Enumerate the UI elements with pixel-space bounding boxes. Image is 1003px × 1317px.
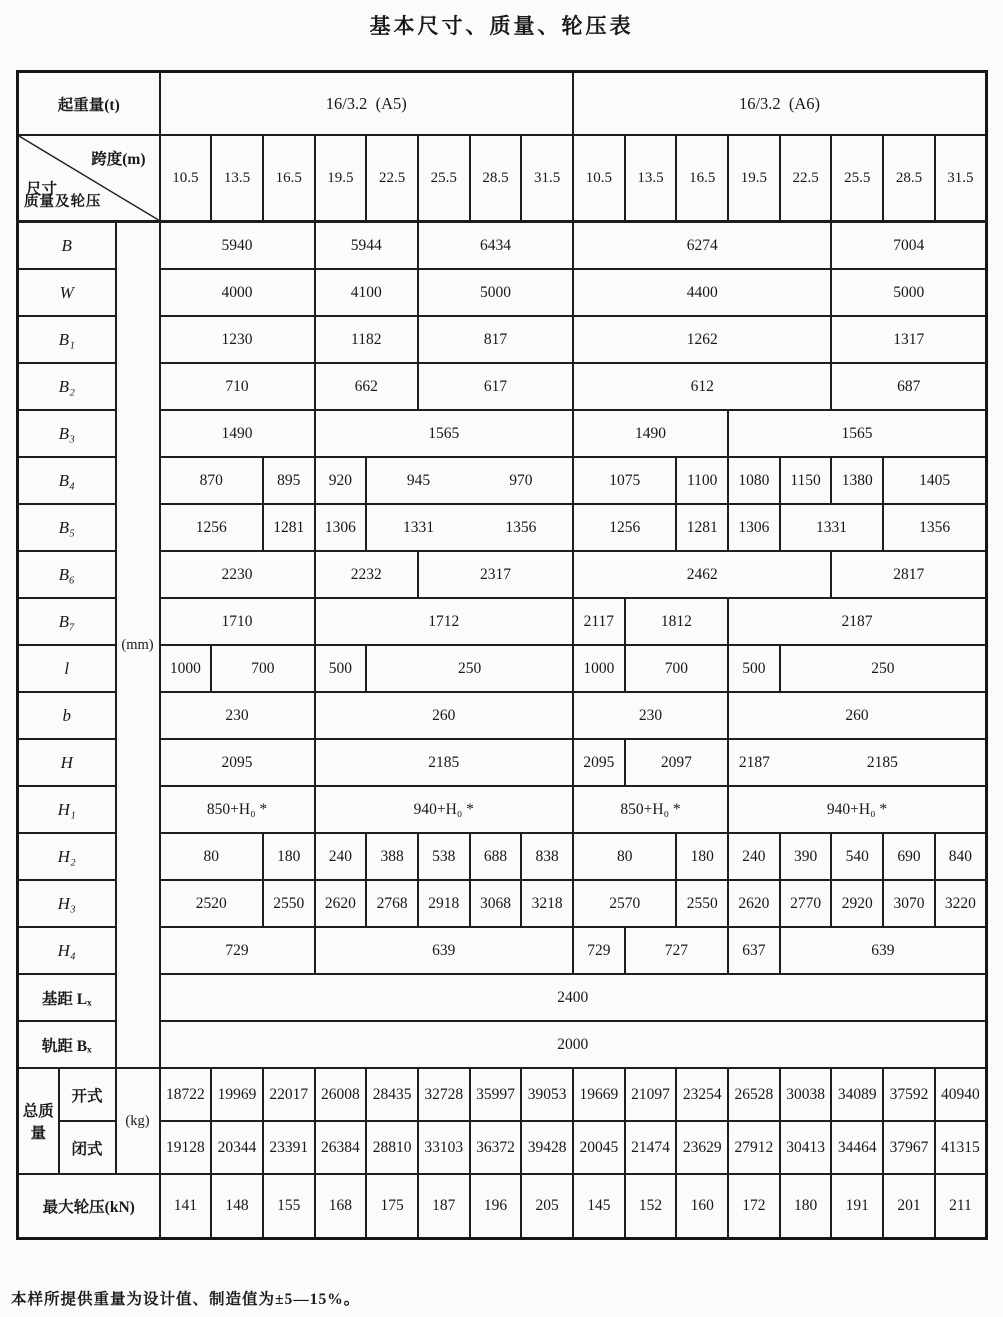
data-cell: 2620: [315, 880, 367, 927]
data-cell: 27912: [728, 1121, 780, 1174]
data-cell: 201: [883, 1174, 935, 1239]
data-cell: 850+H₀ *: [160, 786, 315, 833]
data-cell: 3218: [521, 880, 573, 927]
data-cell: 2317: [418, 551, 573, 598]
data-cell: 191: [831, 1174, 883, 1239]
data-cell: 180: [780, 1174, 832, 1239]
span-header: 16.5: [676, 135, 728, 222]
span-header: 13.5: [625, 135, 677, 222]
corner-header-cell: [18, 135, 160, 222]
data-cell: 2520: [160, 880, 263, 927]
data-cell: 230: [160, 692, 315, 739]
data-cell: 4400: [573, 269, 831, 316]
data-cell: 1100: [676, 457, 728, 504]
data-cell: 2232: [315, 551, 418, 598]
data-cell: 168: [315, 1174, 367, 1239]
group-header-a6: 16/3.2 (A6): [573, 72, 987, 136]
data-cell: 250: [780, 645, 987, 692]
data-cell: 211: [935, 1174, 987, 1239]
data-cell: 2095: [573, 739, 625, 786]
span-header: 19.5: [315, 135, 367, 222]
data-cell: 500: [315, 645, 367, 692]
data-cell: 187: [418, 1174, 470, 1239]
data-cell: 2918: [418, 880, 470, 927]
data-cell: 240: [728, 833, 780, 880]
data-cell: 1256: [573, 504, 676, 551]
data-cell: 155: [263, 1174, 315, 1239]
data-cell: 970: [470, 457, 573, 504]
data-cell: 687: [831, 363, 986, 410]
data-cell: 945: [366, 457, 469, 504]
data-cell: 2187: [728, 598, 986, 645]
data-cell: 23391: [263, 1121, 315, 1174]
group-header-a5: 16/3.2 (A5): [160, 72, 574, 136]
data-cell: 18722: [160, 1068, 212, 1121]
data-cell: 1150: [780, 457, 832, 504]
row-label: l: [18, 645, 116, 692]
data-cell: 26008: [315, 1068, 367, 1121]
data-cell: 5000: [418, 269, 573, 316]
data-cell: 26528: [728, 1068, 780, 1121]
data-cell: 32728: [418, 1068, 470, 1121]
data-cell: 21097: [625, 1068, 677, 1121]
data-cell: 260: [315, 692, 573, 739]
data-cell: 4000: [160, 269, 315, 316]
span-header: 10.5: [160, 135, 212, 222]
data-cell: 3220: [935, 880, 987, 927]
span-header: 28.5: [470, 135, 522, 222]
span-header: 31.5: [521, 135, 573, 222]
unit-kg: (kg): [116, 1068, 160, 1174]
data-cell: 39428: [521, 1121, 573, 1174]
data-cell: 180: [263, 833, 315, 880]
data-cell: 1565: [728, 410, 986, 457]
data-cell: 895: [263, 457, 315, 504]
data-cell: 2095: [160, 739, 315, 786]
data-cell: 2000: [160, 1021, 987, 1068]
row-label: b: [18, 692, 116, 739]
data-cell: 1000: [160, 645, 212, 692]
row-label: 基距 Lₓ: [18, 974, 116, 1021]
row-label: H₁: [18, 786, 116, 833]
data-cell: 20045: [573, 1121, 625, 1174]
span-header: 25.5: [831, 135, 883, 222]
data-cell: 4100: [315, 269, 418, 316]
data-cell: 690: [883, 833, 935, 880]
data-cell: 1710: [160, 598, 315, 645]
row-label: 开式: [59, 1068, 116, 1121]
data-cell: 1380: [831, 457, 883, 504]
data-cell: 28810: [366, 1121, 418, 1174]
data-cell: 21474: [625, 1121, 677, 1174]
data-cell: 141: [160, 1174, 212, 1239]
data-cell: 39053: [521, 1068, 573, 1121]
span-header: 31.5: [935, 135, 987, 222]
data-cell: 1281: [676, 504, 728, 551]
data-cell: 729: [573, 927, 625, 974]
row-label: B₄: [18, 457, 116, 504]
data-cell: 1306: [728, 504, 780, 551]
span-header: 22.5: [366, 135, 418, 222]
data-cell: 1075: [573, 457, 676, 504]
table-row: [18, 974, 987, 1021]
data-cell: 35997: [470, 1068, 522, 1121]
data-cell: 2185: [780, 739, 987, 786]
data-cell: 145: [573, 1174, 625, 1239]
unit-mm: (mm): [116, 222, 160, 1069]
data-cell: 19669: [573, 1068, 625, 1121]
data-cell: 639: [315, 927, 573, 974]
data-cell: 160: [676, 1174, 728, 1239]
data-cell: 28435: [366, 1068, 418, 1121]
data-cell: 37967: [883, 1121, 935, 1174]
table-row: [18, 833, 987, 880]
span-header: 10.5: [573, 135, 625, 222]
data-cell: 940+H₀ *: [315, 786, 573, 833]
table-row: [18, 880, 987, 927]
row-label: B₁: [18, 316, 116, 363]
data-cell: 617: [418, 363, 573, 410]
data-cell: 80: [160, 833, 263, 880]
data-cell: 23254: [676, 1068, 728, 1121]
data-cell: 1331: [366, 504, 469, 551]
data-cell: 260: [728, 692, 986, 739]
data-cell: 727: [625, 927, 728, 974]
row-label: 闭式: [59, 1121, 116, 1174]
data-cell: 2550: [676, 880, 728, 927]
data-cell: 1356: [883, 504, 986, 551]
data-cell: 1182: [315, 316, 418, 363]
row-label: W: [18, 269, 116, 316]
data-cell: 196: [470, 1174, 522, 1239]
data-cell: 3068: [470, 880, 522, 927]
table-row: [18, 410, 987, 457]
table-row: [18, 551, 987, 598]
data-cell: 710: [160, 363, 315, 410]
data-cell: 538: [418, 833, 470, 880]
row-label: H₄: [18, 927, 116, 974]
data-cell: 840: [935, 833, 987, 880]
data-cell: 2462: [573, 551, 831, 598]
data-cell: 1712: [315, 598, 573, 645]
table-row: [18, 645, 987, 692]
table-row: [18, 222, 987, 270]
table-row: [18, 927, 987, 974]
data-cell: 2768: [366, 880, 418, 927]
table-row: [18, 1021, 987, 1068]
data-cell: 700: [211, 645, 314, 692]
data-cell: 1317: [831, 316, 986, 363]
table-row: [18, 692, 987, 739]
data-cell: 1230: [160, 316, 315, 363]
data-cell: 817: [418, 316, 573, 363]
data-cell: 1812: [625, 598, 728, 645]
data-cell: 1356: [470, 504, 573, 551]
data-cell: 172: [728, 1174, 780, 1239]
data-cell: 700: [625, 645, 728, 692]
total-mass-label: 总质量: [18, 1068, 59, 1174]
data-cell: 1262: [573, 316, 831, 363]
data-cell: 250: [366, 645, 573, 692]
row-label: B₆: [18, 551, 116, 598]
row-label: B₇: [18, 598, 116, 645]
data-cell: 5000: [831, 269, 986, 316]
data-cell: 6434: [418, 222, 573, 270]
data-cell: 2770: [780, 880, 832, 927]
data-cell: 33103: [418, 1121, 470, 1174]
row-label: 轨距 Bₓ: [18, 1021, 116, 1068]
data-cell: 2185: [315, 739, 573, 786]
table-row: [18, 363, 987, 410]
span-header: 13.5: [211, 135, 263, 222]
row-label: B₂: [18, 363, 116, 410]
row-label: H: [18, 739, 116, 786]
data-cell: 2920: [831, 880, 883, 927]
data-cell: 870: [160, 457, 263, 504]
table-row: [18, 457, 987, 504]
row-label: B: [18, 222, 116, 270]
data-cell: 148: [211, 1174, 263, 1239]
table-row: [18, 739, 987, 786]
data-cell: 20344: [211, 1121, 263, 1174]
data-cell: 639: [780, 927, 987, 974]
data-cell: 2570: [573, 880, 676, 927]
table-row: [18, 786, 987, 833]
data-cell: 2187: [728, 739, 780, 786]
data-cell: 6274: [573, 222, 831, 270]
data-cell: 390: [780, 833, 832, 880]
data-cell: 1281: [263, 504, 315, 551]
data-cell: 388: [366, 833, 418, 880]
data-cell: 152: [625, 1174, 677, 1239]
data-cell: 30038: [780, 1068, 832, 1121]
span-header: 28.5: [883, 135, 935, 222]
data-cell: 34464: [831, 1121, 883, 1174]
data-cell: 2230: [160, 551, 315, 598]
data-cell: 7004: [831, 222, 986, 270]
span-header: 19.5: [728, 135, 780, 222]
data-cell: 688: [470, 833, 522, 880]
data-cell: 540: [831, 833, 883, 880]
data-cell: 175: [366, 1174, 418, 1239]
data-cell: 1565: [315, 410, 573, 457]
table-row: [18, 316, 987, 363]
data-cell: 2620: [728, 880, 780, 927]
data-cell: 36372: [470, 1121, 522, 1174]
data-cell: 1490: [160, 410, 315, 457]
data-cell: 41315: [935, 1121, 987, 1174]
table-row: [18, 598, 987, 645]
data-cell: 637: [728, 927, 780, 974]
data-cell: 205: [521, 1174, 573, 1239]
data-cell: 940+H₀ *: [728, 786, 986, 833]
data-cell: 2117: [573, 598, 625, 645]
span-header: 16.5: [263, 135, 315, 222]
row-label: B₅: [18, 504, 116, 551]
span-header: 22.5: [780, 135, 832, 222]
data-cell: 2550: [263, 880, 315, 927]
table-row: [18, 1174, 987, 1239]
data-cell: 22017: [263, 1068, 315, 1121]
data-cell: 850+H₀ *: [573, 786, 728, 833]
data-cell: 34089: [831, 1068, 883, 1121]
corner-dimension-label: 尺寸: [26, 181, 58, 198]
data-cell: 500: [728, 645, 780, 692]
data-cell: 662: [315, 363, 418, 410]
data-cell: 40940: [935, 1068, 987, 1121]
spec-table: [16, 70, 988, 1240]
data-cell: 23629: [676, 1121, 728, 1174]
data-cell: 19128: [160, 1121, 212, 1174]
corner-mass-wheel-label: 质量及轮压: [24, 194, 102, 210]
table-row: [18, 504, 987, 551]
capacity-header: 起重量(t): [18, 72, 160, 136]
data-cell: 37592: [883, 1068, 935, 1121]
data-cell: 240: [315, 833, 367, 880]
data-cell: 1306: [315, 504, 367, 551]
wheel-pressure-label: 最大轮压(kN): [18, 1174, 160, 1239]
table-row: [18, 1121, 987, 1174]
data-cell: 1405: [883, 457, 986, 504]
data-cell: 19969: [211, 1068, 263, 1121]
data-cell: 920: [315, 457, 367, 504]
data-cell: 230: [573, 692, 728, 739]
span-header: 25.5: [418, 135, 470, 222]
data-cell: 3070: [883, 880, 935, 927]
table-row: [18, 269, 987, 316]
corner-span-label: 跨度(m): [91, 151, 146, 168]
data-cell: 838: [521, 833, 573, 880]
data-cell: 1490: [573, 410, 728, 457]
data-cell: 2097: [625, 739, 728, 786]
data-cell: 5944: [315, 222, 418, 270]
data-cell: 1000: [573, 645, 625, 692]
row-label: H₃: [18, 880, 116, 927]
data-cell: 180: [676, 833, 728, 880]
data-cell: 80: [573, 833, 676, 880]
data-cell: 30413: [780, 1121, 832, 1174]
data-cell: 612: [573, 363, 831, 410]
page-title: 基本尺寸、质量、轮压表: [369, 14, 634, 38]
table-row: [18, 1068, 987, 1121]
data-cell: 5940: [160, 222, 315, 270]
row-label: H₂: [18, 833, 116, 880]
data-cell: 729: [160, 927, 315, 974]
row-label: B₃: [18, 410, 116, 457]
data-cell: 26384: [315, 1121, 367, 1174]
data-cell: 2400: [160, 974, 987, 1021]
data-cell: 1331: [780, 504, 883, 551]
data-cell: 2817: [831, 551, 986, 598]
data-cell: 1080: [728, 457, 780, 504]
footnote: 本样所提供重量为设计值、制造值为±5—15%。: [11, 1291, 361, 1308]
data-cell: 1256: [160, 504, 263, 551]
